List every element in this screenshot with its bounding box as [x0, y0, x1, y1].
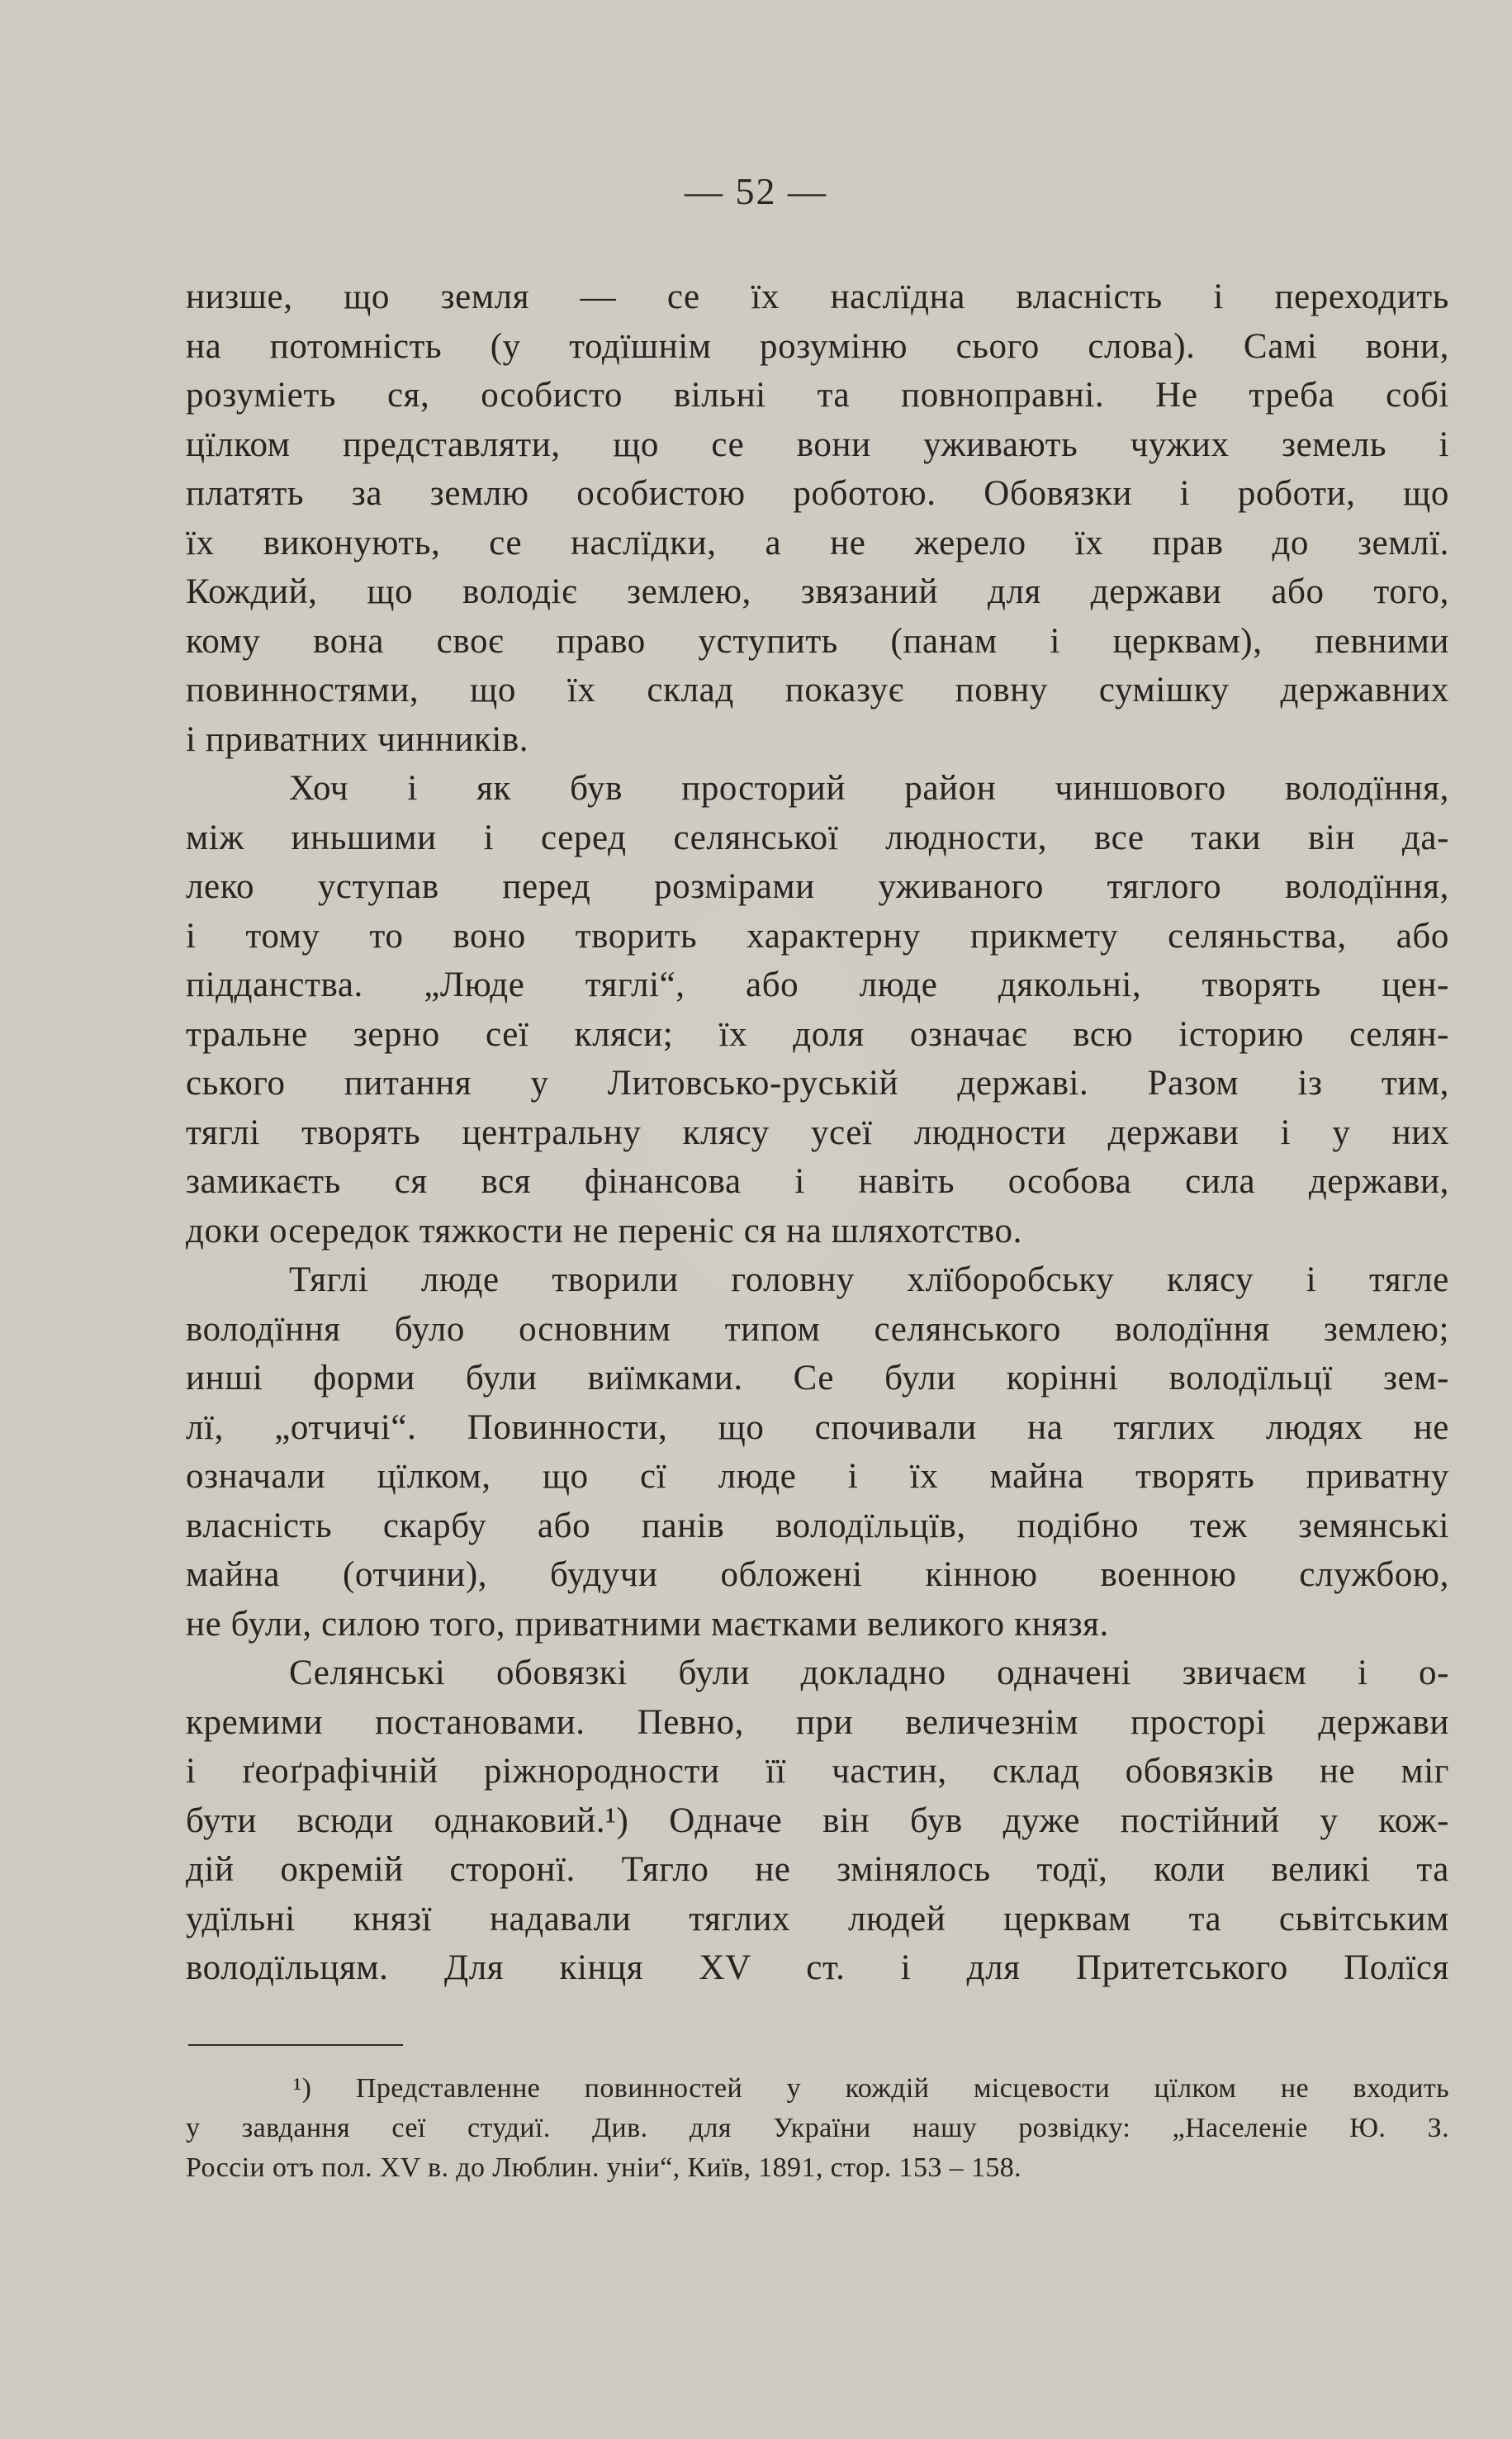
text-line: тральне зерно сеї кляси; їх доля означає всю історию селян- [186, 1014, 1449, 1054]
text-line: леко уступав перед розмірами уживаного тяглого володїння, [186, 867, 1449, 906]
text-line: їх виконують, се наслїдки, а не жерело їх прав до землї. [186, 523, 1449, 562]
text-line: володїння було основним типом селянського володїння землею; [186, 1309, 1449, 1349]
text-line: на потомність (у тодїшнім розуміню сього слова). Самі вони, [186, 326, 1449, 366]
text-line: і ґеоґрафічній ріжнородности її частин, склад обовязків не міг [186, 1752, 1449, 1791]
paragraph-1 [186, 273, 1449, 764]
footnote-line: у завдання сеї студиї. Див. для України нашу розвідку: „Населеніе Ю. З. [186, 2113, 1449, 2143]
text-line: удїльні князї надавали тяглих людей церквам та сьвітським [186, 1899, 1449, 1938]
text-line: Хоч і як був просторий район чиншового володїння, [289, 769, 1449, 808]
text-line: власність скарбу або панів володїльцїв, подібно теж земянські [186, 1506, 1449, 1545]
text-line: не були, силою того, приватними маєтками великого князя. [186, 1604, 1109, 1644]
text-line: розуміеть ся, особисто вільні та повноправні. Не треба собі [186, 376, 1449, 415]
text-line: Тяглі люде творили головну хлїборобську клясу і тягле [289, 1260, 1449, 1299]
text-line: лї, „отчичі“. Повинности, що спочивали на тяглих людях не [186, 1407, 1449, 1447]
paragraph-4 [186, 1649, 1449, 1993]
text-line: кремими постановами. Певно, при величезнім просторі держави [186, 1702, 1449, 1742]
text-line: кому вона своє право уступить (панам і церквам), певними [186, 621, 1449, 661]
footnote-line: ¹) Представленне повинностей у кождій місцевости цїлком не входить [293, 2073, 1449, 2104]
text-line: повинностями, що їх склад показує повну сумішку державних [186, 671, 1449, 709]
text-line: доки осередок тяжкости не переніс ся на шляхотство. [186, 1211, 1022, 1250]
footnote-line: Россіи отъ пол. XV в. до Люблин. уніи“, Київ, 1891, стор. 153 – 158. [186, 2152, 1022, 2183]
text-line: цїлком представляти, що се вони уживають чужих земель і [186, 425, 1449, 464]
text-line: Селянські обовязкі були докладно одначені звичаєм і о- [289, 1654, 1449, 1692]
text-line: тяглі творять центральну клясу усеї людности держави і у них [186, 1113, 1449, 1152]
text-line: платять за землю особистою роботою. Обовязки і роботи, що [186, 474, 1449, 513]
text-line: підданства. „Люде тяглі“, або люде дякольні, творять цен- [186, 966, 1449, 1004]
page-number: — 52 — [685, 170, 827, 212]
footnote-separator [188, 2044, 403, 2046]
main-text [186, 273, 1449, 1993]
text-line: і тому то воно творить характерну прикмету селяньства, або [186, 916, 1449, 956]
text-line: бути всюди однаковий.¹) Одначе він був дуже постійний у кож- [186, 1801, 1449, 1840]
text-line: і приватних чинників. [186, 719, 529, 759]
text-line: означали цїлком, що сї люде і їх майна творять приватну [186, 1457, 1449, 1496]
text-line: низше, що земля — се їх наслїдна власність і переходить [186, 278, 1449, 316]
footnote [186, 2069, 1449, 2188]
paragraph-2 [186, 764, 1449, 1255]
text-line: Кождий, що володіє землею, звязаний для держави або того, [186, 572, 1449, 611]
text-line: замикаєть ся вся фінансова і навіть особова сила держави, [186, 1162, 1449, 1201]
text-line: инші форми були виїмками. Се були корінні володїльцї зем- [186, 1359, 1449, 1397]
text-line: дій окремій сторонї. Тягло не змінялось тодї, коли великі та [186, 1850, 1449, 1889]
text-line: майна (отчини), будучи обложені кінною военною службою, [186, 1555, 1449, 1594]
text-line: ського питання у Литовсько-руській державі. Разом із тим, [186, 1064, 1449, 1103]
text-line: між иньшими і серед селянської людности, все таки він да- [186, 818, 1449, 857]
text-line: володїльцям. Для кінця XV ст. і для Притетського Полїся [186, 1948, 1449, 1987]
paragraph-3 [186, 1255, 1449, 1649]
